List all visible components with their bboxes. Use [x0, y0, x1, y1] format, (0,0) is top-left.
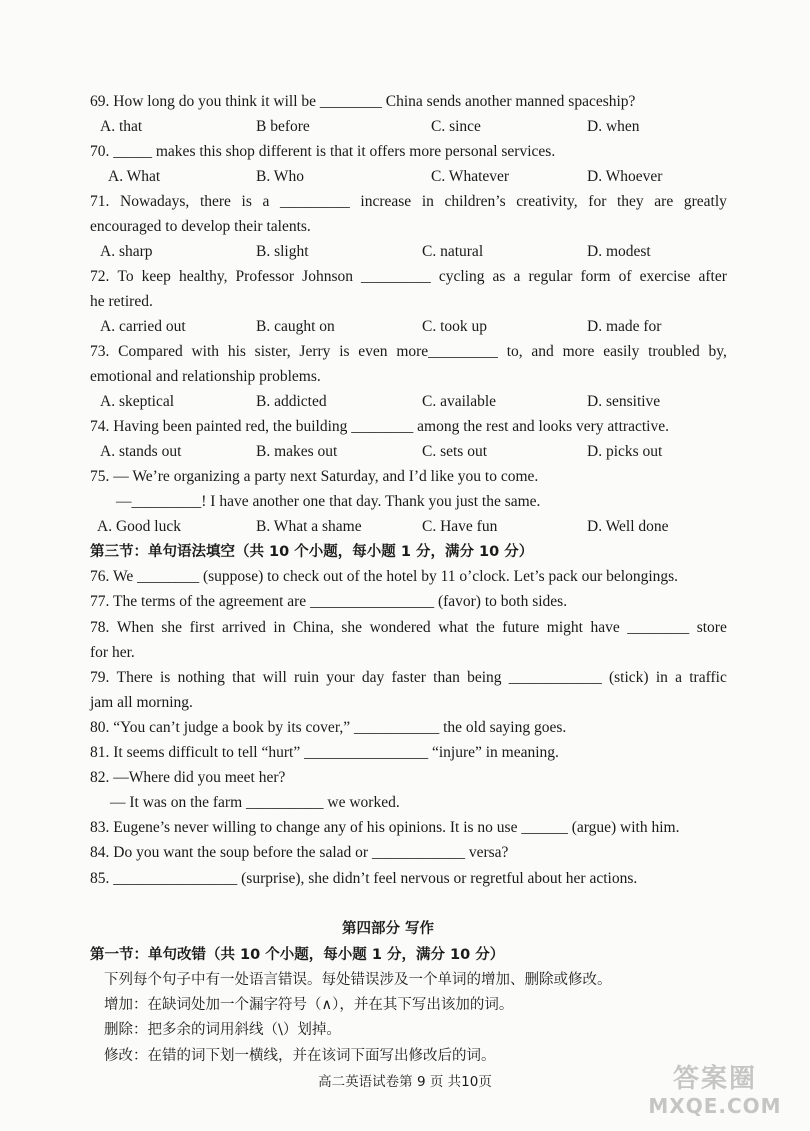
- q71-option-d: D. modest: [587, 243, 651, 260]
- question-85: 85. ________________ (surprise), she didn’t feel nervous or regretful about her actions.: [90, 870, 638, 887]
- q73-option-a: A. skeptical: [100, 393, 175, 410]
- q72-option-b: B. caught on: [256, 318, 335, 335]
- question-74-stem: 74. Having been painted red, the building ________ among the rest and looks very attractive.: [90, 418, 669, 435]
- q70-option-d: D. Whoever: [587, 168, 663, 185]
- question-78: 78. When she first arrived in China, she wondered what the future might have ________ store: [90, 619, 727, 636]
- question-82-reply: — It was on the farm __________ we worked.: [110, 794, 400, 811]
- instruction-line-delete: 删除：把多余的词用斜线（\）划掉。: [104, 1022, 341, 1038]
- page-footer: 高二英语试卷第 9 页 共10页: [318, 1074, 492, 1090]
- q70-option-b: B. Who: [256, 168, 304, 185]
- instruction-line-add: 增加：在缺词处加一个漏字符号（∧），并在其下写出该加的词。: [104, 997, 514, 1013]
- question-70-stem: 70. _____ makes this shop different is that it offers more personal services.: [90, 143, 556, 160]
- q71-option-b: B. slight: [256, 243, 309, 260]
- q75-option-a: A. Good luck: [97, 518, 181, 535]
- part-4-section-1-heading: 第一节：单句改错（共 10 个小题，每小题 1 分，满分 10 分）: [90, 947, 505, 963]
- question-80: 80. “You can’t judge a book by its cover,” ___________ the old saying goes.: [90, 719, 567, 736]
- q74-option-d: D. picks out: [587, 443, 663, 460]
- question-78-continuation: for her.: [90, 644, 135, 661]
- q72-option-c: C. took up: [422, 318, 488, 335]
- question-71-stem: 71. Nowadays, there is a _________ increase in children’s creativity, for they are greatly: [90, 193, 727, 210]
- q70-option-a: A. What: [108, 168, 161, 185]
- q74-option-a: A. stands out: [100, 443, 182, 460]
- q74-option-b: B. makes out: [256, 443, 338, 460]
- q73-option-c: C. available: [422, 393, 497, 410]
- q71-option-a: A. sharp: [100, 243, 153, 260]
- question-73-stem: 73. Compared with his sister, Jerry is even more_________ to, and more easily troubled by,: [90, 343, 727, 360]
- question-81: 81. It seems difficult to tell “hurt” ________________ “injure” in meaning.: [90, 744, 559, 761]
- watermark-text-bottom: MXQE.COM: [648, 1094, 782, 1118]
- question-73-continuation: emotional and relationship problems.: [90, 368, 321, 385]
- question-75-reply: —_________! I have another one that day. Thank you just the same.: [116, 493, 541, 510]
- question-71-continuation: encouraged to develop their talents.: [90, 218, 311, 235]
- watermark-text-top: 答案圈: [672, 1064, 757, 1094]
- q73-option-d: D. sensitive: [587, 393, 661, 410]
- question-77: 77. The terms of the agreement are ________________ (favor) to both sides.: [90, 593, 568, 610]
- instruction-line-modify: 修改：在错的词下划一横线，并在该词下面写出修改后的词。: [104, 1048, 496, 1064]
- part-4-title: 第四部分 写作: [342, 921, 435, 937]
- question-83: 83. Eugene’s never willing to change any of his opinions. It is no use ______ (argue) with him.: [90, 819, 680, 836]
- question-79-continuation: jam all morning.: [90, 694, 193, 711]
- section-3-heading: 第三节：单句语法填空（共 10 个小题，每小题 1 分，满分 10 分）: [90, 544, 534, 560]
- q74-option-c: C. sets out: [422, 443, 488, 460]
- q75-option-c: C. Have fun: [422, 518, 498, 535]
- q75-option-b: B. What a shame: [256, 518, 362, 535]
- question-72-stem: 72. To keep healthy, Professor Johnson _________ cycling as a regular form of exercise after: [90, 268, 727, 285]
- q69-option-d: D. when: [587, 118, 640, 135]
- question-82: 82. —Where did you meet her?: [90, 769, 286, 786]
- q75-option-d: D. Well done: [587, 518, 669, 535]
- q71-option-c: C. natural: [422, 243, 484, 260]
- instruction-line-1: 下列每个句子中有一处语言错误。每处错误涉及一个单词的增加、删除或修改。: [104, 972, 612, 988]
- question-76: 76. We ________ (suppose) to check out of the hotel by 11 o’clock. Let’s pack our belongings.: [90, 568, 679, 585]
- q69-option-c: C. since: [431, 118, 481, 135]
- q73-option-b: B. addicted: [256, 393, 327, 410]
- q72-option-d: D. made for: [587, 318, 662, 335]
- question-69-stem: 69. How long do you think it will be ________ China sends another manned spaceship?: [90, 93, 636, 110]
- q72-option-a: A. carried out: [100, 318, 186, 335]
- question-72-continuation: he retired.: [90, 293, 153, 310]
- question-79: 79. There is nothing that will ruin your day faster than being ____________ (stick) in a traffic: [90, 669, 727, 686]
- q69-option-a: A. that: [100, 118, 143, 135]
- question-84: 84. Do you want the soup before the salad or ____________ versa?: [90, 844, 509, 861]
- q70-option-c: C. Whatever: [431, 168, 510, 185]
- watermark-logo: [640, 1063, 790, 1123]
- question-75-stem: 75. — We’re organizing a party next Saturday, and I’d like you to come.: [90, 468, 539, 485]
- q69-option-b: B before: [256, 118, 310, 135]
